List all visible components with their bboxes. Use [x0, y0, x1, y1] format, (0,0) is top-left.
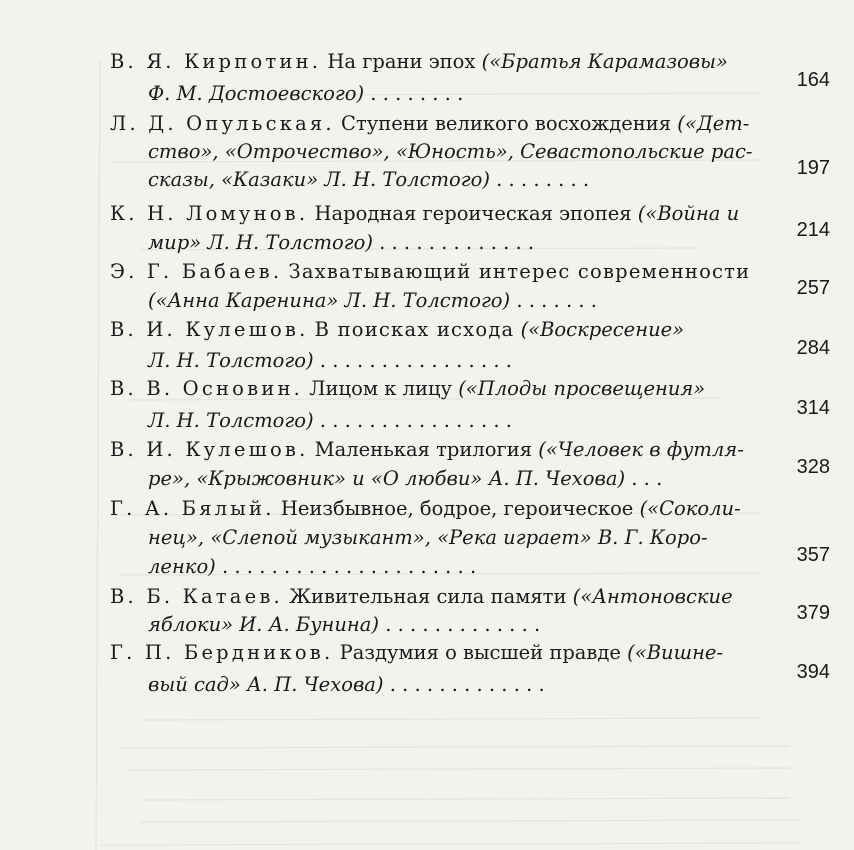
- toc-line: [148, 140, 753, 164]
- entry-author: В. И. Кулешов.: [110, 318, 309, 341]
- entry-author: Э. Г. Бабаев.: [110, 260, 283, 283]
- entry-work: («Братья Карамазовы»: [481, 50, 728, 73]
- toc-line: [148, 467, 662, 491]
- page-number: 164: [796, 69, 830, 91]
- toc-line: [148, 526, 708, 550]
- leader-dots: . . . . . . . . . . . . .: [389, 673, 545, 696]
- entry-title: Лицом к лицу: [309, 377, 452, 400]
- entry-work: («Война и: [637, 202, 740, 225]
- entry-work: ре», «Крыжовник» и «О любви» А. П. Чехова): [148, 467, 626, 490]
- toc-line: [148, 168, 589, 192]
- page-number: 257: [796, 277, 830, 299]
- entry-title: Маленькая трилогия: [314, 438, 533, 461]
- entry-author: В. И. Кулешов.: [110, 438, 309, 461]
- entry-author: Л. Д. Опульская.: [110, 112, 335, 135]
- entry-work: («Анна Каренина» Л. Н. Толстого): [148, 289, 511, 312]
- entry-title: Народная героическая эпопея: [314, 202, 632, 225]
- toc-line: [110, 260, 750, 284]
- toc-line: [110, 318, 684, 342]
- entry-title: Неизбывное, бодрое, героическое: [280, 497, 634, 520]
- leader-dots: . . . . . . . . . . . . . . . .: [319, 349, 512, 372]
- leader-dots: . . . . . . . . . . . . . . . .: [319, 409, 512, 432]
- toc-line: [110, 497, 741, 521]
- toc-line: [110, 641, 723, 665]
- entry-title: На грани эпох: [327, 50, 476, 73]
- page-number: 328: [796, 456, 830, 478]
- toc-line: [110, 50, 728, 74]
- entry-work: («Плоды просвещения»: [458, 377, 706, 400]
- entry-author: Г. А. Бялый.: [110, 497, 275, 520]
- leader-dots: . . . . . . .: [516, 289, 597, 312]
- entry-author: В. В. Основин.: [110, 377, 304, 400]
- entry-author: К. Н. Ломунов.: [110, 202, 309, 225]
- entry-work: ленко): [148, 555, 216, 578]
- leader-dots: . . .: [631, 467, 663, 490]
- entry-title: Раздумия о высшей правде: [339, 641, 621, 664]
- page-number: 214: [796, 219, 830, 241]
- toc-line: [110, 112, 749, 136]
- page-number: 197: [796, 157, 830, 179]
- toc-line: [148, 289, 597, 313]
- entry-work: («Воскресение»: [520, 318, 685, 341]
- toc-line: [148, 673, 545, 697]
- toc-line: [110, 202, 739, 226]
- leader-dots: . . . . . . . . . . . . . . . . . . . . .: [222, 555, 477, 578]
- entry-work: Ф. М. Достоевского): [148, 82, 365, 105]
- toc-line: [148, 555, 476, 579]
- entry-work: яблоки» И. А. Бунина): [148, 613, 379, 636]
- page-number: 284: [796, 337, 830, 359]
- leader-dots: . . . . . . . . . . . . .: [385, 613, 541, 636]
- leader-dots: . . . . . . . .: [370, 82, 464, 105]
- entry-work: мир» Л. Н. Толстого): [148, 231, 373, 254]
- toc-line: [148, 613, 540, 637]
- entry-work: («Дет-: [677, 112, 750, 135]
- entry-title: В поисках исхода: [314, 318, 515, 341]
- page-number: 394: [796, 661, 830, 683]
- page-number: 314: [796, 397, 830, 419]
- entry-title: Захватывающий интерес современности: [288, 260, 751, 283]
- entry-work: («Соколи-: [639, 497, 741, 520]
- entry-author: В. Я. Кирпотин.: [110, 50, 322, 73]
- page-number: 379: [796, 602, 830, 624]
- toc-line: [110, 377, 705, 401]
- toc-line: [148, 82, 463, 106]
- toc-line: [148, 409, 512, 433]
- entry-author: В. Б. Катаев.: [110, 585, 283, 608]
- entry-title: Ступени великого восхождения: [341, 112, 672, 135]
- entry-work: («Человек в футля-: [538, 438, 744, 461]
- toc-line: [148, 349, 512, 373]
- entry-work: нец», «Слепой музыкант», «Река играет» В. Г. Коро-: [148, 526, 708, 549]
- toc-line: [110, 438, 744, 462]
- leader-dots: . . . . . . . . . . . . .: [379, 231, 535, 254]
- toc-line: [110, 585, 733, 609]
- entry-title: Живительная сила памяти: [289, 585, 567, 608]
- entry-work: ство», «Отрочество», «Юность», Севастопольские рас-: [148, 140, 753, 163]
- toc-line: [148, 231, 534, 255]
- page-number: 357: [796, 544, 830, 566]
- entry-work: («Вишне-: [627, 641, 724, 664]
- entry-work: сказы, «Казаки» Л. Н. Толстого): [148, 168, 490, 191]
- entry-work: вый сад» А. П. Чехова): [148, 673, 384, 696]
- entry-work: Л. Н. Толстого): [148, 349, 314, 372]
- leader-dots: . . . . . . . .: [496, 168, 590, 191]
- entry-work: Л. Н. Толстого): [148, 409, 314, 432]
- entry-work: («Антоновские: [572, 585, 733, 608]
- entry-author: Г. П. Бердников.: [110, 641, 334, 664]
